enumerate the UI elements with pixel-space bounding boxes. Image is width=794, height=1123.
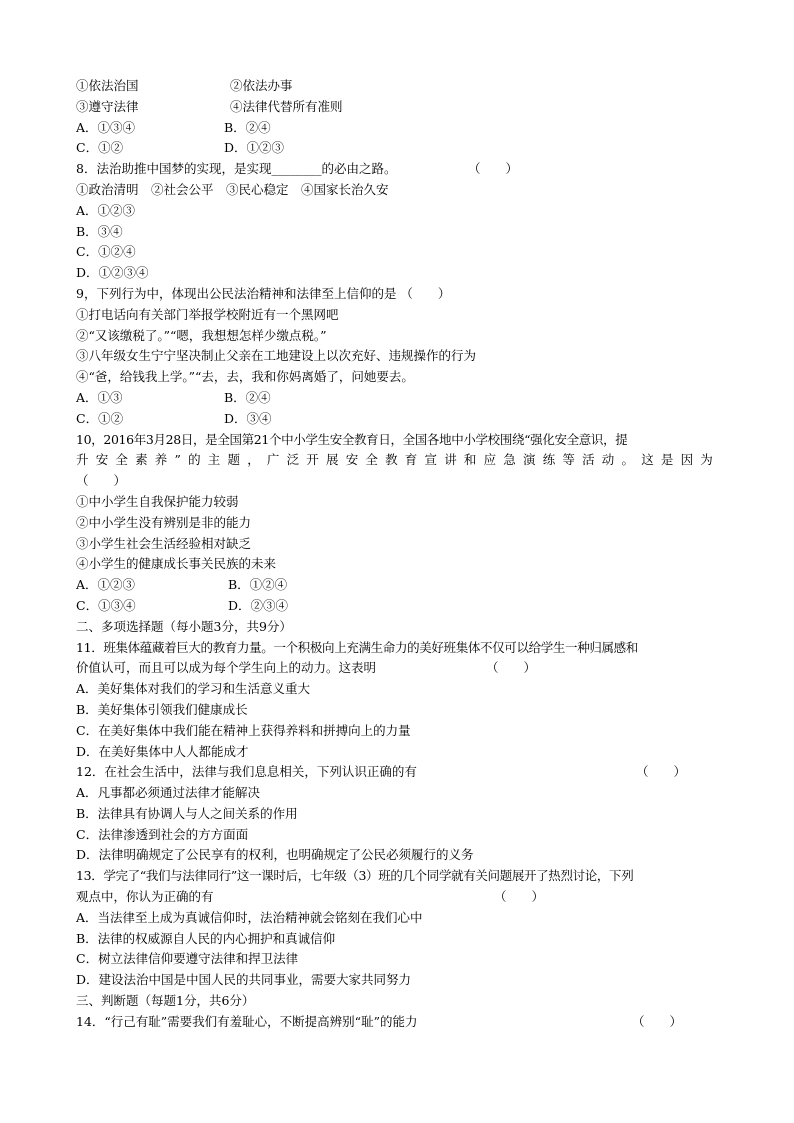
q9-option-d: D．③④ [224, 410, 272, 426]
q14-stem-line [76, 1012, 726, 1033]
q13-stem-line2: 观点中，你认为正确的有 [76, 889, 214, 905]
q8-option-d: D．①②③④ [76, 265, 149, 281]
q8-option-b: B．③④ [76, 223, 123, 239]
q8-option-c: C．①②④ [76, 244, 136, 260]
q7-option-d: D．①②③ [224, 140, 285, 156]
q13-stem-line1: 13．学完了“我们与法律同行”这一课时后，七年级（3）班的几个同学就有关问题展开了热烈讨论，下列 [76, 868, 634, 884]
q7-options-row2 [76, 138, 726, 159]
q8-items: ①政治清明 ②社会公平 ③民心稳定 ④国家长治久安 [76, 181, 389, 197]
q7-options-row1 [76, 118, 726, 139]
q9-item-2: ②“又该缴税了。”“嗯，我想想怎样少缴点税。” [76, 327, 327, 343]
q10-item-2: ②中小学生没有辨别是非的能力 [76, 514, 252, 530]
q10-option-c: C．①③④ [76, 597, 136, 613]
q9-stem: 9，下列行为中，体现出公民法治精神和法律至上信仰的是 （ ） [76, 285, 451, 301]
q13-option-c: C．树立法律信仰要遵守法律和捍卫法律 [76, 951, 299, 967]
q12-stem: 12．在社会生活中，法律与我们息息相关，下列认识正确的有 [76, 764, 417, 780]
q9-option-c: C．①② [76, 410, 124, 426]
q8-option-a: A．①②③ [76, 202, 136, 218]
q14-answer-paren: （ ） [632, 1013, 683, 1029]
q9-item-1: ①打电话向有关部门举报学校附近有一个黑网吧 [76, 306, 339, 322]
q8-stem-line [76, 159, 726, 180]
q11-stem-line1: 11．班集体蕴藏着巨大的教育力量。一个积极向上充满生命力的美好班集体不仅可以给学生一种归属感和 [76, 639, 638, 655]
q12-option-d: D．法律明确规定了公民享有的权利，也明确规定了公民必须履行的义务 [76, 847, 474, 863]
q10-stem-line1: 10，2016年3月28日，是全国第21个中小学生安全教育日，全国各地中小学校围绕“强化安全意识，提 [76, 431, 628, 447]
q9-options-row1 [76, 388, 726, 409]
q13-stem-line2-row [76, 887, 726, 908]
q7-option-c: C．①② [76, 140, 124, 156]
q7-items-row2 [76, 97, 726, 118]
q7-item-3: ③遵守法律 [76, 98, 139, 114]
q12-stem-line [76, 762, 726, 783]
q12-option-c: C．法律渗透到社会的方方面面 [76, 826, 249, 842]
q11-answer-paren: （ ） [486, 660, 537, 676]
q10-option-b: B．①②④ [228, 577, 288, 593]
q13-option-b: B．法律的权威源自人民的内心拥护和真诚信仰 [76, 930, 336, 946]
q10-option-a: A．①②③ [76, 577, 136, 593]
q12-option-b: B．法律具有协调人与人之间关系的作用 [76, 805, 298, 821]
q10-options-row2 [76, 596, 726, 617]
q12-option-a: A．凡事都必须通过法律才能解决 [76, 785, 261, 801]
q13-option-d: D．建设法治中国是中国人民的共同事业，需要大家共同努力 [76, 972, 412, 988]
q8-answer-paren: （ ） [468, 161, 519, 177]
q10-item-3: ③小学生社会生活经验相对缺乏 [76, 535, 252, 551]
q11-option-a: A．美好集体对我们的学习和生活意义重大 [76, 681, 311, 697]
q11-stem-line2: 价值认可，而且可以成为每个学生向上的动力。这表明 [76, 660, 377, 676]
section-2-heading: 二、多项选择题（每小题3分，共9分） [76, 618, 292, 634]
q11-stem-line2-row [76, 658, 726, 679]
q9-option-b: B．②④ [224, 389, 271, 405]
q7-option-a: A．①③④ [76, 119, 136, 135]
q10-item-4: ④小学生的健康成长事关民族的未来 [76, 556, 277, 572]
q11-option-b: B．美好集体引领我们健康成长 [76, 701, 248, 717]
q10-options-row1 [76, 575, 726, 596]
q11-option-d: D．在美好集体中人人都能成才 [76, 743, 249, 759]
q7-item-1: ①依法治国 [76, 78, 139, 93]
exam-page [76, 76, 726, 1033]
q7-item-4: ④法律代替所有准则 [230, 98, 343, 114]
q11-option-c: C．在美好集体中我们能在精神上获得养料和拼搏向上的力量 [76, 722, 411, 738]
q9-options-row2 [76, 409, 726, 430]
q9-item-3: ③八年级女生宁宁坚决制止父亲在工地建设上以次充好、违规操作的行为 [76, 348, 477, 364]
q10-stem-line2: 升安全素养”的主题，广泛开展安全教育宣讲和应急演练等活动。这是因为 [76, 452, 720, 468]
q14-stem: 14．“行己有耻”需要我们有羞耻心，不断提高辨别“耻”的能力 [76, 1013, 418, 1029]
q10-item-1: ①中小学生自我保护能力较弱 [76, 493, 239, 509]
q7-option-b: B．②④ [224, 119, 271, 135]
q10-answer-paren: （ ） [76, 473, 127, 489]
q13-answer-paren: （ ） [494, 889, 545, 905]
q8-stem: 8．法治助推中国梦的实现，是实现________的必由之路。 [76, 161, 397, 177]
section-3-heading: 三、判断题（每题1分，共6分） [76, 993, 255, 1009]
q13-option-a: A．当法律至上成为真诚信仰时，法治精神就会铭刻在我们心中 [76, 909, 423, 925]
q9-item-4: ④“爸，给钱我上学。”“去，去，我和你妈离婚了，问她要去。 [76, 369, 414, 385]
q7-item-2: ②依法办事 [230, 78, 293, 93]
q12-answer-paren: （ ） [636, 764, 687, 780]
q7-items-row1 [76, 76, 726, 97]
q9-option-a: A．①③ [76, 389, 123, 405]
q10-option-d: D．②③④ [228, 597, 289, 613]
